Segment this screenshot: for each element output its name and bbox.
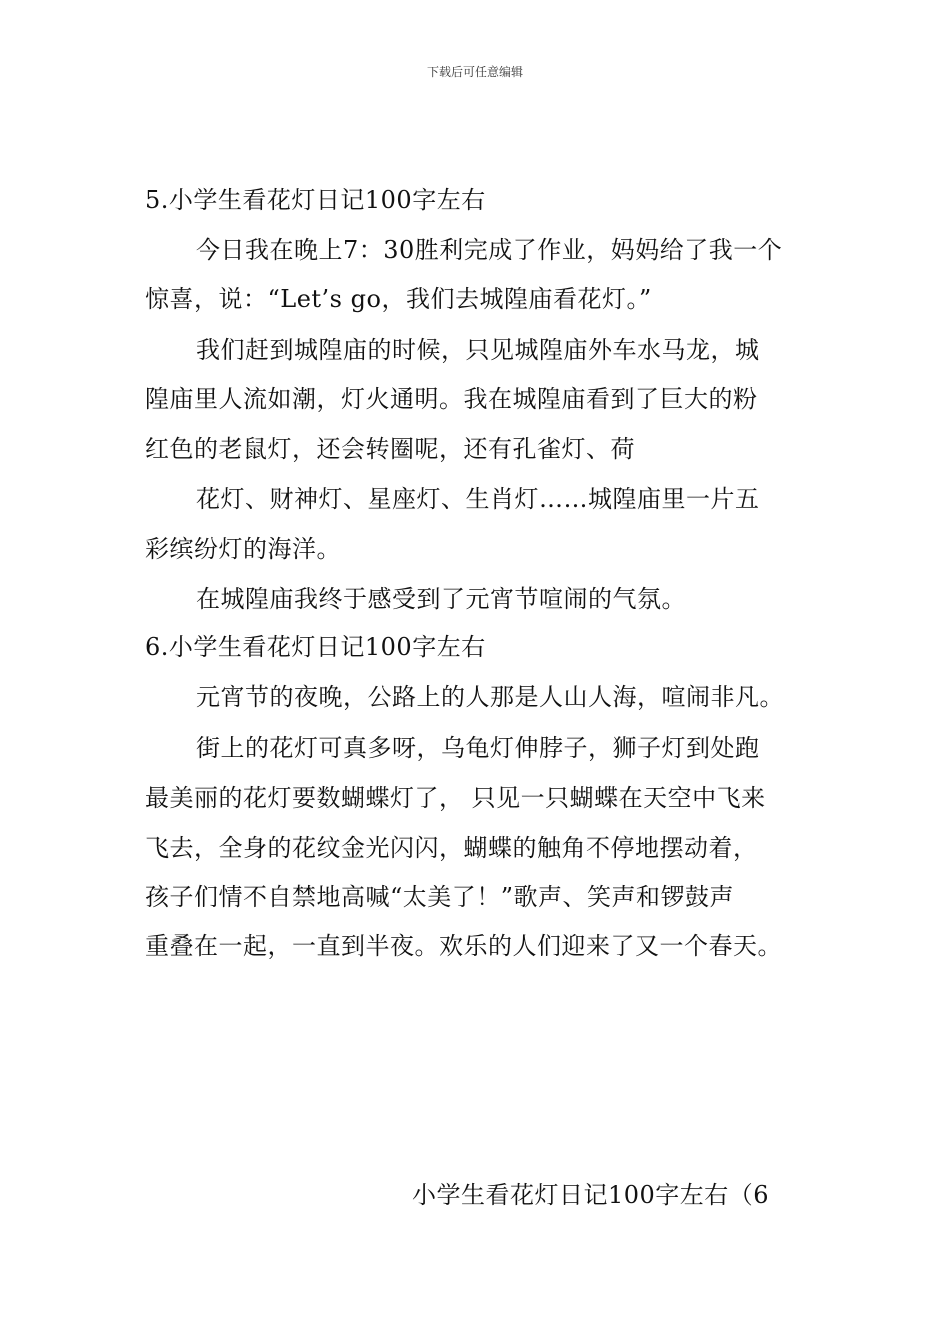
paragraph-line: 街上的花灯可真多呀，乌龟灯伸脖子，狮子灯到处跑: [196, 734, 760, 762]
section-5-title: 5.小学生看花灯日记100字左右: [145, 186, 486, 214]
paragraph-line: 重叠在一起，一直到半夜。欢乐的人们迎来了又一个春天。: [145, 932, 782, 960]
paragraph-line: 飞去，全身的花纹金光闪闪，蝴蝶的触角不停地摆动着，: [145, 834, 758, 862]
paragraph-line: 今日我在晚上7：30胜利完成了作业，妈妈给了我一个: [196, 236, 783, 264]
paragraph-line: 我们赶到城隍庙的时候，只见城隍庙外车水马龙，城: [196, 336, 760, 364]
paragraph-line: 花灯、财神灯、星座灯、生肖灯……城隍庙里一片五: [196, 485, 760, 513]
paragraph-line: 惊喜，说：“Let’s go，我们去城隍庙看花灯。”: [145, 285, 652, 313]
page-header: 下载后可任意编辑: [426, 65, 523, 79]
paragraph-line: 在城隍庙我终于感受到了元宵节喧闹的气氛。: [196, 585, 686, 613]
paragraph-line: 元宵节的夜晚，公路上的人那是人山人海，喧闹非凡。: [196, 683, 784, 711]
paragraph-line: 最美丽的花灯要数蝴蝶灯了， 只见一只蝴蝶在天空中飞来: [145, 784, 766, 812]
paragraph-line: 红色的老鼠灯，还会转圈呢，还有孔雀灯、荷: [145, 435, 635, 463]
paragraph-line: 隍庙里人流如潮，灯火通明。我在城隍庙看到了巨大的粉: [145, 385, 758, 413]
paragraph-line: 彩缤纷灯的海洋。: [145, 535, 341, 563]
section-6-title: 6.小学生看花灯日记100字左右: [145, 633, 486, 661]
paragraph-line: 孩子们情不自禁地高喊“太美了！”歌声、笑声和锣鼓声: [145, 883, 735, 911]
page-footer: 小学生看花灯日记100字左右（6: [412, 1181, 770, 1209]
